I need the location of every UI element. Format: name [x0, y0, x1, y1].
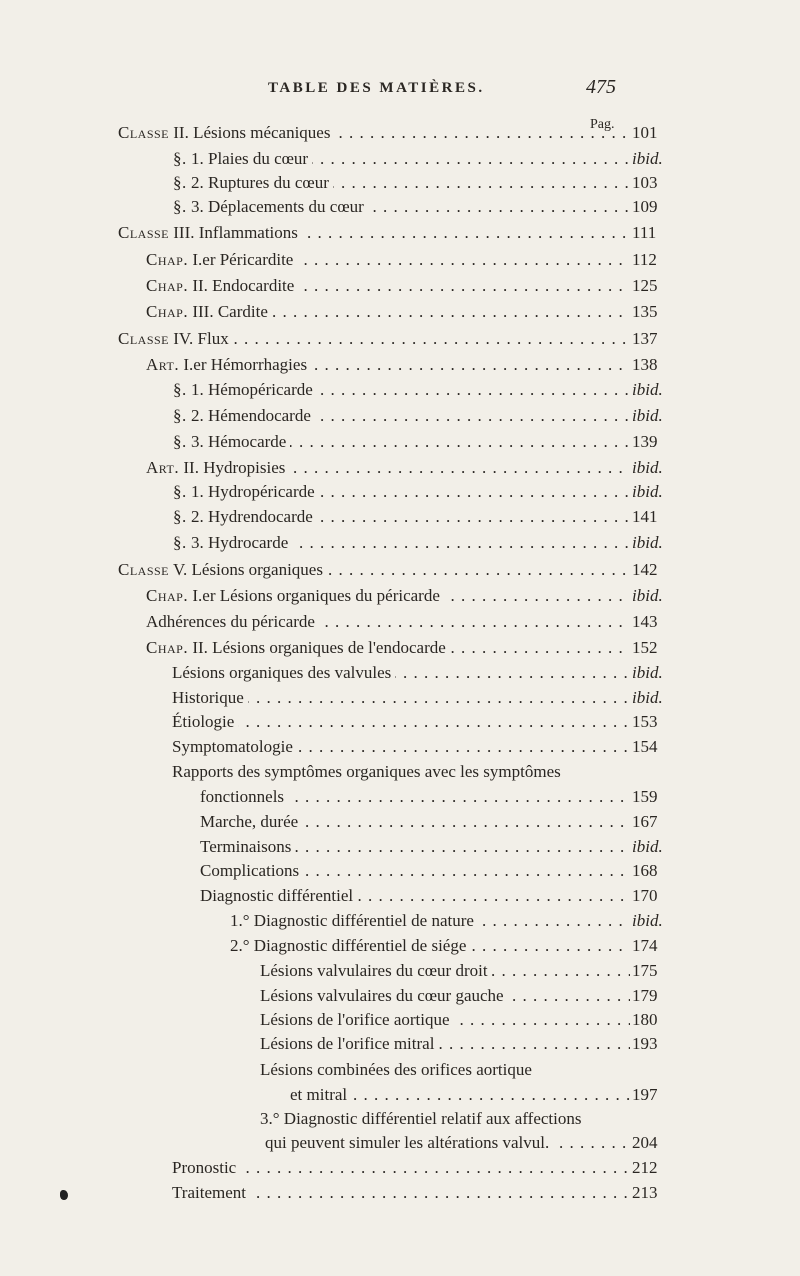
toc-entry [0, 1181, 800, 1205]
toc-entry-page: 213 [632, 1183, 658, 1202]
toc-entry-prefix: Chap. [146, 250, 189, 269]
toc-entry-page: ibid. [632, 837, 663, 856]
toc-entry-prefix: Art. [146, 458, 180, 477]
toc-entry-prefix: Classe [118, 329, 170, 348]
toc-entry-label [172, 710, 630, 734]
toc-entry-text: et mitral [290, 1085, 348, 1104]
toc-entry-text: 2. Hémendocarde [186, 406, 311, 425]
toc-entry [0, 531, 800, 555]
toc-entry-page: ibid. [632, 911, 663, 930]
toc-entry-text: Complications [200, 861, 300, 880]
toc-entry-label [173, 171, 630, 195]
toc-entry-label [172, 661, 630, 685]
toc-entry-text: 3.° Diagnostic différentiel relatif aux affections [260, 1109, 582, 1128]
toc-entry-page: 137 [632, 329, 658, 348]
toc-entry [0, 636, 800, 660]
ink-blot [60, 1190, 68, 1200]
toc-entry-page: ibid. [632, 149, 663, 168]
toc-entry-page: 175 [632, 961, 658, 980]
page-number: 475 [586, 76, 616, 98]
toc-entry-text: Lésions combinées des orifices aortique [260, 1060, 532, 1079]
toc-entry-page: 167 [632, 812, 658, 831]
toc-entry-page: 153 [632, 712, 658, 731]
toc-entry [0, 959, 800, 983]
toc-entry-page: 138 [632, 355, 658, 374]
toc-entry-label [118, 558, 630, 582]
toc-entry-text: 1.° Diagnostic différentiel de nature [230, 911, 474, 930]
toc-entry-label [265, 1131, 630, 1155]
toc-entry-label [172, 1181, 630, 1205]
toc-entry-page: ibid. [632, 458, 663, 477]
toc-entry-text: 3. Hémocarde [186, 432, 287, 451]
toc-entry-text: II. Endocardite [188, 276, 295, 295]
toc-entry-text: 1. Hydropéricarde [186, 482, 315, 501]
toc-entry-page: 179 [632, 986, 658, 1005]
toc-entry-text: Pronostic [172, 1158, 237, 1177]
toc-entry-text: Lésions de l'orifice mitral [260, 1034, 435, 1053]
toc-entry-label [260, 1008, 630, 1032]
toc-entry-text: 3. Hydrocarde [186, 533, 289, 552]
toc-entry-label [146, 300, 630, 324]
toc-entry-text: 2. Hydrendocarde [186, 507, 313, 526]
toc-entry [0, 1032, 800, 1056]
toc-entry-prefix: Chap. [146, 586, 189, 605]
toc-entry-text: qui peuvent simuler les altérations valvul. [265, 1133, 550, 1152]
toc-entry-page: ibid. [632, 663, 663, 682]
toc-entry-text: 3. Déplacements du cœur [186, 197, 364, 216]
toc-entry-label [200, 810, 630, 834]
toc-entry-text: III. Inflammations [169, 223, 298, 242]
toc-entry-page: 139 [632, 432, 658, 451]
toc-entry [0, 480, 800, 504]
toc-entry [0, 760, 800, 784]
toc-entry [0, 353, 800, 377]
toc-entry-page: 154 [632, 737, 658, 756]
toc-entry [0, 274, 800, 298]
toc-entry [0, 171, 800, 195]
toc-entry-label [173, 480, 630, 504]
toc-entry [0, 1131, 800, 1155]
toc-entry [0, 147, 800, 171]
toc-entry-text: 2. Ruptures du cœur [186, 173, 329, 192]
toc-entry-label [290, 1083, 630, 1107]
toc-entry-label [230, 934, 630, 958]
toc-entry-page: 197 [632, 1085, 658, 1104]
toc-entry-text: Historique [172, 688, 244, 707]
toc-entry [0, 686, 800, 710]
toc-entry-prefix: Classe [118, 223, 170, 242]
toc-entry-page: 180 [632, 1010, 658, 1029]
toc-entry-label [118, 221, 630, 245]
toc-entry [0, 248, 800, 272]
toc-entry [0, 558, 800, 582]
toc-entry-label [146, 353, 630, 377]
toc-entry-text: 1. Hémopéricarde [186, 380, 313, 399]
toc-entry-label [260, 1058, 630, 1082]
toc-entry-text: II. Lésions mécaniques [169, 123, 331, 142]
toc-entry [0, 195, 800, 219]
toc-entry-page: 141 [632, 507, 658, 526]
toc-entry [0, 505, 800, 529]
toc-entry-label [200, 835, 630, 859]
toc-entry-page: 193 [632, 1034, 658, 1053]
toc-entry-text: Lésions organiques des valvules [172, 663, 392, 682]
toc-entry [0, 404, 800, 428]
toc-entry-text: Traitement [172, 1183, 246, 1202]
toc-entry-label [172, 1156, 630, 1180]
toc-entry-prefix: Classe [118, 560, 170, 579]
toc-entry-prefix: §. [173, 149, 187, 168]
toc-entry-text: II. Hydropisies [179, 458, 286, 477]
toc-entry-label [146, 584, 630, 608]
toc-entry-label [172, 686, 630, 710]
toc-entry-label [172, 735, 630, 759]
toc-entry-label [173, 147, 630, 171]
page-header [0, 70, 800, 104]
toc-entry-page: 143 [632, 612, 658, 631]
toc-entry-page: 103 [632, 173, 658, 192]
toc-entry-page: 101 [632, 123, 658, 142]
toc-entry-text: 1. Plaies du cœur [186, 149, 309, 168]
toc-entry-label [118, 327, 630, 351]
toc-entry-label [146, 274, 630, 298]
toc-entry [0, 430, 800, 454]
toc-entry-label [146, 248, 630, 272]
toc-entry [0, 661, 800, 685]
toc-entry-page: 170 [632, 886, 658, 905]
toc-entry [0, 835, 800, 859]
toc-entry-text: Diagnostic différentiel [200, 886, 354, 905]
toc-entry-text: I.er Hémorrhagies [179, 355, 308, 374]
toc-entry-prefix: Chap. [146, 302, 189, 321]
toc-entry [0, 1008, 800, 1032]
toc-entry-page: ibid. [632, 482, 663, 501]
toc-entry-label [260, 1032, 630, 1056]
toc-entry [0, 584, 800, 608]
toc-entry-label [146, 456, 630, 480]
toc-entry [0, 456, 800, 480]
toc-entry-page: 174 [632, 936, 658, 955]
toc-entry-text: Rapports des symptômes organiques avec les symptômes [172, 762, 561, 781]
toc-entry-text: Symptomatologie [172, 737, 293, 756]
toc-entry-page: ibid. [632, 688, 663, 707]
toc-entry-label [260, 1107, 630, 1131]
toc-entry [0, 1156, 800, 1180]
toc-entry-text: III. Cardite [188, 302, 268, 321]
toc-entry-label [230, 909, 630, 933]
toc-entry-prefix: §. [173, 406, 187, 425]
toc-entry-page: 111 [632, 223, 657, 242]
toc-entry-text: 2.° Diagnostic différentiel de siége [230, 936, 467, 955]
toc-entry-label [146, 610, 630, 634]
toc-entry-page: ibid. [632, 406, 663, 425]
toc-entry-text: Étiologie [172, 712, 235, 731]
toc-entry-page: 109 [632, 197, 658, 216]
toc-entry-page: 204 [632, 1133, 658, 1152]
toc-entry-label [173, 378, 630, 402]
toc-entry-text: fonctionnels [200, 787, 285, 806]
toc-entry [0, 327, 800, 351]
toc-entry [0, 859, 800, 883]
toc-entry [0, 735, 800, 759]
toc-entry-page: 135 [632, 302, 658, 321]
toc-entry-label [146, 636, 630, 660]
toc-entry-text: I.er Lésions organiques du péricarde [188, 586, 440, 605]
toc-entry [0, 909, 800, 933]
toc-entry-label [200, 859, 630, 883]
toc-entry-prefix: §. [173, 507, 187, 526]
toc-entry-page: 125 [632, 276, 658, 295]
toc-entry-label [118, 121, 630, 145]
toc-entry [0, 1058, 800, 1082]
toc-entry-prefix: Art. [146, 355, 180, 374]
toc-entry-label [200, 884, 630, 908]
toc-entry [0, 984, 800, 1008]
toc-entry-page: 152 [632, 638, 658, 657]
toc-entry-page: ibid. [632, 380, 663, 399]
toc-entry-text: Adhérences du péricarde [146, 612, 315, 631]
toc-entry-text: IV. Flux [169, 329, 229, 348]
toc-entry-text: II. Lésions organiques de l'endocarde [188, 638, 446, 657]
toc-entry [0, 710, 800, 734]
toc-entry [0, 378, 800, 402]
toc-entry [0, 934, 800, 958]
toc-entry-label [173, 505, 630, 529]
pag-label: Pag. [590, 117, 615, 132]
toc-entry-label [173, 531, 630, 555]
toc-entry-label [173, 430, 630, 454]
toc-entry-prefix: §. [173, 432, 187, 451]
toc-entry-label [200, 785, 630, 809]
toc-entry-page: 142 [632, 560, 658, 579]
toc-entry-prefix: Chap. [146, 276, 189, 295]
toc-entry-label [172, 760, 630, 784]
toc-entry [0, 810, 800, 834]
toc-entry-page: 212 [632, 1158, 658, 1177]
toc-entry-label [260, 984, 630, 1008]
toc-entry-text: Lésions de l'orifice aortique [260, 1010, 450, 1029]
toc-entry [0, 300, 800, 324]
toc-entry [0, 117, 800, 145]
toc-entry-text: Lésions valvulaires du cœur gauche [260, 986, 504, 1005]
toc-entry-text: I.er Péricardite [188, 250, 294, 269]
toc-entry-text: Marche, durée [200, 812, 299, 831]
toc-entry-text: Terminaisons [200, 837, 292, 856]
toc-entry [0, 221, 800, 245]
toc-entry-page: 112 [632, 250, 657, 269]
toc-entry-label [260, 959, 630, 983]
toc-entry-page: ibid. [632, 533, 663, 552]
toc-entry-page: 168 [632, 861, 658, 880]
toc-entry-prefix: Classe [118, 123, 170, 142]
toc-entry [0, 610, 800, 634]
toc-entry-page: 159 [632, 787, 658, 806]
toc-entry-prefix: §. [173, 380, 187, 399]
toc-entry-prefix: Chap. [146, 638, 189, 657]
toc-entry-prefix: §. [173, 197, 187, 216]
toc-entry-page: ibid. [632, 586, 663, 605]
toc-entry [0, 1107, 800, 1131]
toc-entry-text: Lésions valvulaires du cœur droit [260, 961, 488, 980]
running-title: TABLE DES MATIÈRES. [268, 80, 485, 96]
toc-entry [0, 1083, 800, 1107]
toc-entry [0, 785, 800, 809]
toc-entry-prefix: §. [173, 533, 187, 552]
toc-entry-prefix: §. [173, 482, 187, 501]
toc-entry [0, 884, 800, 908]
toc-entry-label [173, 404, 630, 428]
toc-entry-prefix: §. [173, 173, 187, 192]
toc-entry-text: V. Lésions organiques [169, 560, 323, 579]
toc-entry-label [173, 195, 630, 219]
